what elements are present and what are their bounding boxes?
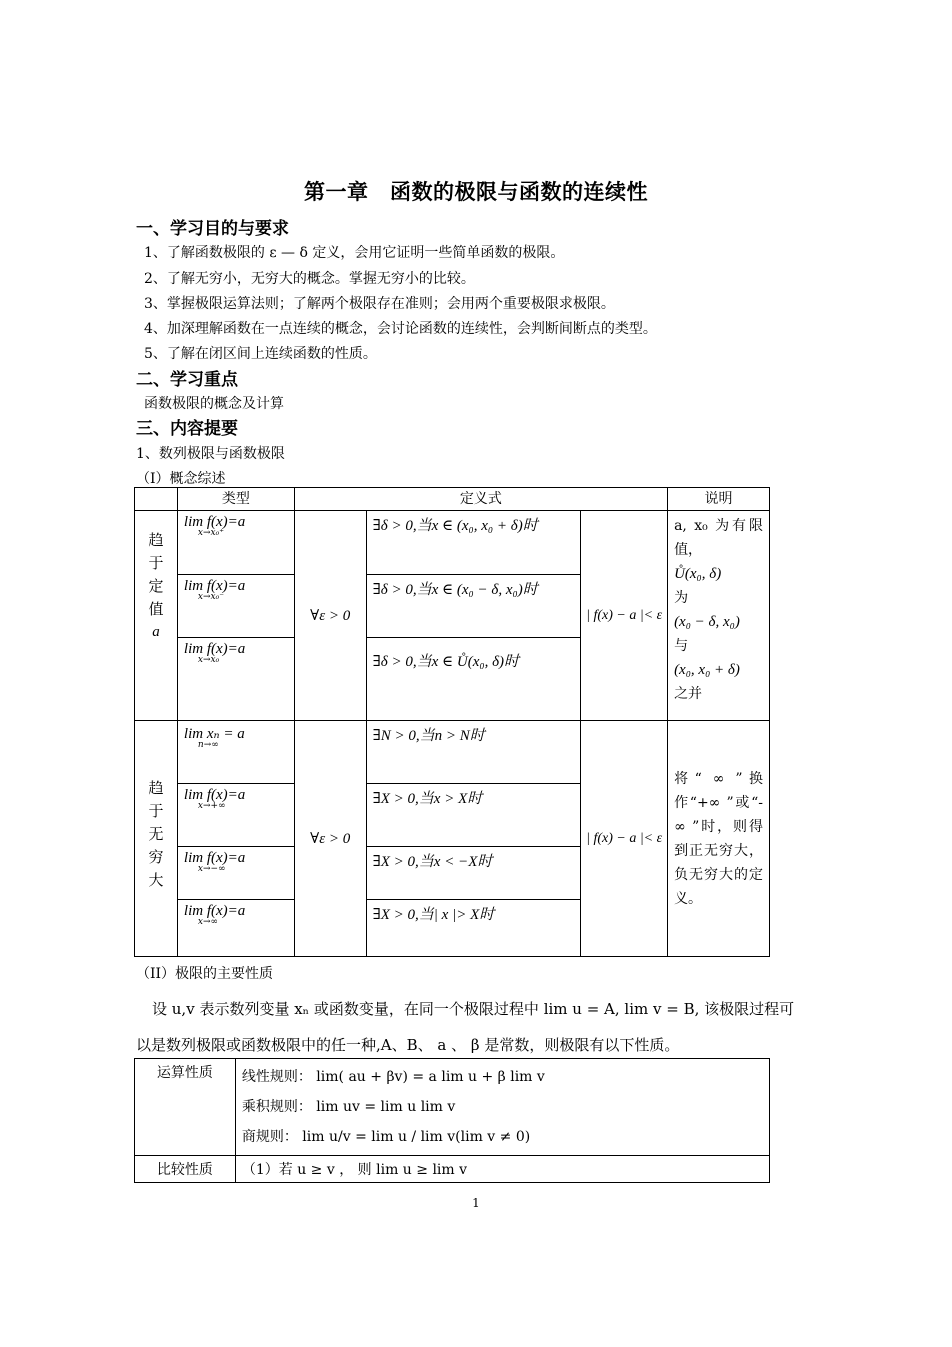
quotient-rule: 商规则： lim u/v = lim u / lim v(lim v ≠ 0) xyxy=(241,1129,531,1145)
type-cell: lim f(x)=a x→x₀⁻ xyxy=(177,575,294,638)
note-cell: a, x₀ 为有限值， Ů(x₀, δ) 为 (x₀ − δ, x₀) 与 (x₀, x₀ + δ) 之并 xyxy=(668,511,770,721)
group-label-finite: 趋 于 定 值 a xyxy=(135,511,178,721)
property-label: 运算性质 xyxy=(135,1059,236,1156)
paragraph: 设 u,v 表示数列变量 xₙ 或函数变量，在同一个极限过程中 lim u = A, lim v = B, 该极限过程可 xyxy=(152,1000,795,1018)
goal-item: 2、了解无穷小，无穷大的概念。掌握无穷小的比较。 xyxy=(144,271,475,287)
condition-cell: | f(x) − a |< ε xyxy=(581,721,668,957)
header-note: 说明 xyxy=(668,488,770,511)
forall-epsilon: ∀ε > 0 xyxy=(294,721,366,957)
limit-properties-table xyxy=(134,1058,770,1183)
header-type: 类型 xyxy=(177,488,294,511)
subsection-title: 1、数列极限与函数极限 xyxy=(136,446,285,462)
definition-cell: ∃δ > 0,当x ∈ (x₀, x₀ + δ)时 xyxy=(366,511,581,575)
definition-cell: ∃X > 0,当x > X时 xyxy=(366,784,581,847)
chapter-title: 第一章 函数的极限与函数的连续性 xyxy=(304,180,648,204)
header-definition: 定义式 xyxy=(294,488,667,511)
definition-cell: ∃δ > 0,当x ∈ (x₀ − δ, x₀)时 xyxy=(366,575,581,638)
linear-rule: 线性规则： lim( au + βv) = a lim u + β lim v xyxy=(241,1069,545,1085)
group-label-infinity: 趋 于 无 穷 大 xyxy=(135,721,178,957)
paragraph: 以是数列极限或函数极限中的任一种,A、B、 a 、 β 是常数，则极限有以下性质。 xyxy=(136,1036,680,1054)
comparison-rule: （1）若 u ≥ v ， 则 lim u ≥ lim v xyxy=(235,1156,769,1183)
condition-cell: | f(x) − a |< ε xyxy=(581,511,668,721)
subsection-ii-title: （II）极限的主要性质 xyxy=(136,966,274,982)
type-cell: lim xₙ = a n→∞ xyxy=(177,721,294,784)
definition-cell: ∃X > 0,当x < −X时 xyxy=(366,847,581,900)
section3-heading: 三、内容提要 xyxy=(136,419,238,439)
type-cell: lim f(x)=a x→x₀ xyxy=(177,638,294,721)
product-rule: 乘积规则： lim uv = lim u lim v xyxy=(241,1099,456,1115)
note-cell: 将“ ∞ ”换作“+∞ ”或“-∞ ”时，则得到正无穷大，负无穷大的定义。 xyxy=(668,721,770,957)
type-cell: lim f(x)=a x→+∞ xyxy=(177,784,294,847)
goal-item: 4、加深理解函数在一点连续的概念，会讨论函数的连续性，会判断间断点的类型。 xyxy=(144,321,657,337)
page-number: 1 xyxy=(472,1196,480,1210)
type-cell: lim f(x)=a x→x₀⁺ xyxy=(177,511,294,575)
type-cell: lim f(x)=a x→∞ xyxy=(177,900,294,957)
type-cell: lim f(x)=a x→−∞ xyxy=(177,847,294,900)
section2-text: 函数极限的概念及计算 xyxy=(144,396,284,412)
definition-cell: ∃δ > 0,当x ∈ Ů(x₀, δ)时 xyxy=(366,638,581,721)
subsection-i-title: （I）概念综述 xyxy=(136,471,226,487)
goal-item: 3、掌握极限运算法则；了解两个极限存在准则；会用两个重要极限求极限。 xyxy=(144,296,615,312)
definition-cell: ∃X > 0,当| x |> X时 xyxy=(366,900,581,957)
section2-heading: 二、学习重点 xyxy=(136,370,238,390)
limit-concepts-table xyxy=(134,487,770,957)
section1-heading: 一、学习目的与要求 xyxy=(136,219,289,239)
property-rules xyxy=(235,1059,769,1156)
goal-item: 1、了解函数极限的 ε — δ 定义，会用它证明一些简单函数的极限。 xyxy=(144,245,565,261)
forall-epsilon: ∀ε > 0 xyxy=(294,511,366,721)
property-label: 比较性质 xyxy=(135,1156,236,1183)
corner-cell xyxy=(135,488,178,511)
definition-cell: ∃N > 0,当n > N时 xyxy=(366,721,581,784)
goal-item: 5、了解在闭区间上连续函数的性质。 xyxy=(144,346,377,362)
